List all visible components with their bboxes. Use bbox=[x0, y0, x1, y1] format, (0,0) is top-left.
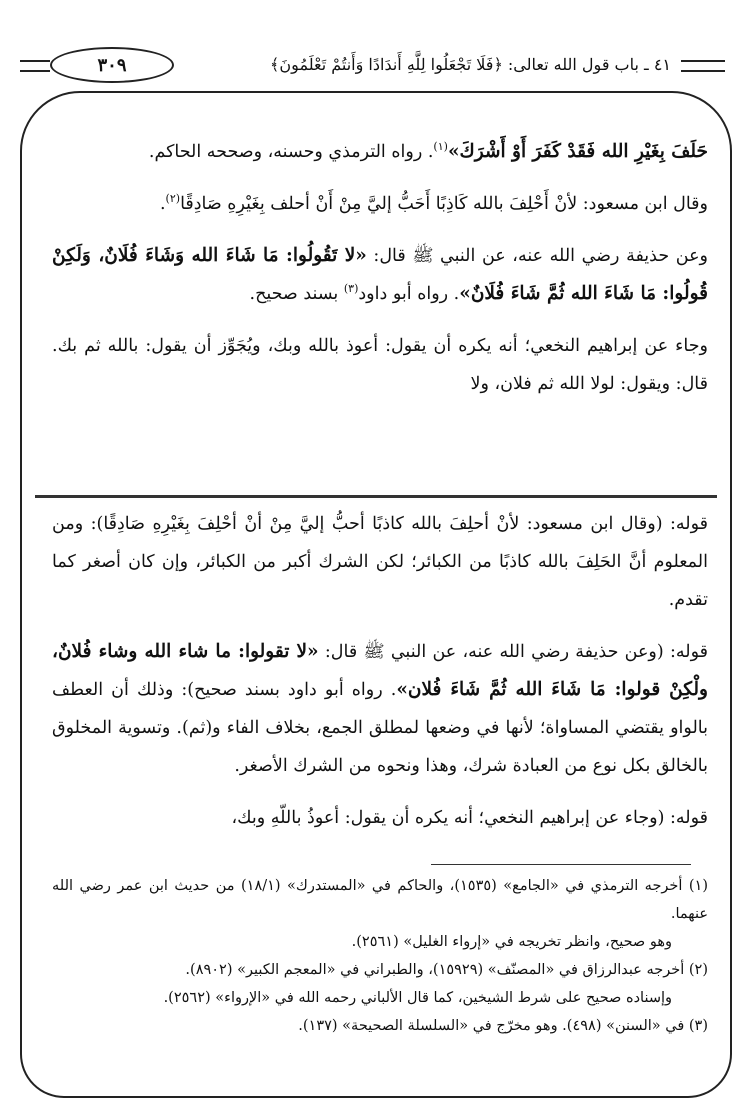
commentary-paragraph bbox=[52, 799, 708, 837]
header-rule bbox=[20, 60, 50, 62]
matn-text: وعن حذيفة رضي الله عنه، عن النبي ﷺ قال: bbox=[366, 246, 708, 266]
matn-paragraph bbox=[52, 185, 708, 223]
commentary-paragraph bbox=[52, 505, 708, 619]
matn-paragraph bbox=[52, 237, 708, 313]
chapter-title: ٤١ ـ باب قول الله تعالى: ﴿فَلَا تَجْعَلُوا لِلَّهِ أَندَادًا وَأَنتُمْ تَعْلَمُونَ﴾ bbox=[270, 55, 671, 74]
matn-paragraph bbox=[52, 133, 708, 171]
section-divider bbox=[35, 495, 717, 498]
footnote-3: (٣) في «السنن» (٤٩٨). وهو مخرّج في «السلسلة الصحيحة» (١٣٧). bbox=[298, 1018, 708, 1034]
matn-text: وقال ابن مسعود: لأنْ أَحْلِفَ بالله كَاذِبًا أَحَبُّ إليَّ مِنْ أَنْ أحلف بِغَيْرِهِ صَادِقًا bbox=[180, 194, 708, 214]
footnote-2: (٢) أخرجه عبدالرزاق في «المصنّف» (١٥٩٢٩)، والطبراني في «المعجم الكبير» (٨٩٠٢). bbox=[185, 962, 708, 978]
header-rule bbox=[681, 70, 725, 72]
footnotes bbox=[52, 872, 708, 1040]
commentary-text: . رواه أبو داود بسند صحيح): وذلك أن العطف بالواو يقتضي المساواة؛ لأنها في وضعها لمطلق الجمع، بخلاف الفاء و(ثم). وتسوية المخلوق بالخالق بكل نوع من العبادة شرك، وهذا ونحوه من الشرك الأصغر. bbox=[52, 680, 708, 776]
matn-text: وجاء عن إبراهيم النخعي؛ أنه يكره أن يقول: أعوذ بالله وبك، ويُجَوِّز أن يقول: بالله ثم بك. قال: ويقول: لولا الله ثم فلان، ولا bbox=[52, 336, 708, 394]
footnote-1: (١) أخرجه الترمذي في «الجامع» (١٥٣٥)، والحاكم في «المستدرك» (١٨/١) من حديث ابن عمر رضي الله عنهما. bbox=[52, 878, 708, 922]
footnote-ref: (٢) bbox=[165, 192, 181, 206]
footnote-ref: (٣) bbox=[343, 282, 359, 296]
page-number: ٣٠٩ bbox=[50, 47, 174, 83]
header-rule bbox=[681, 60, 725, 62]
commentary-text: قوله: (وعن حذيفة رضي الله عنه، عن النبي ﷺ قال: bbox=[318, 642, 708, 662]
commentary-text: قوله: (وقال ابن مسعود: لأنْ أحلِفَ بالله كاذبًا أحبُّ إليَّ مِنْ أنْ أحْلِفَ بِغَيْرِهِ صَادِقًا): ومن المعلوم أنَّ الحَلِفَ بالله كاذبًا من الكبائر؛ لكن الشرك أكبر من الكبائر، وإن كان أصغر كما تقدم. bbox=[52, 514, 708, 610]
footnote-ref: (١) bbox=[433, 140, 448, 154]
hadith-text: «لا تقولوا: ما شاء الله وشاء فُلانٌ، ولْكِنْ قولوا: مَا شَاءَ الله ثُمَّ شَاءَ فُلان» bbox=[52, 641, 708, 700]
header-rule bbox=[20, 70, 50, 72]
matn-paragraph bbox=[52, 327, 708, 403]
matn-text: . رواه الترمذي وحسنه، وصححه الحاكم. bbox=[148, 142, 434, 162]
main-text bbox=[52, 133, 708, 403]
commentary-text: قوله: (وجاء عن إبراهيم النخعي؛ أنه يكره أن يقول: أعوذُ باللّهِ وبك، bbox=[231, 808, 708, 828]
footnote-rule bbox=[431, 864, 691, 865]
matn-text: . bbox=[159, 194, 166, 214]
commentary-paragraph bbox=[52, 633, 708, 785]
hadith-text: «لا تَقُولُوا: مَا شَاءَ الله وَشَاءَ فُلَانٌ، وَلَكِنْ قُولُوا: مَا شَاءَ الله ثُمَّ شَاءَ فُلَانٌ» bbox=[52, 245, 708, 304]
hadith-text: حَلَفَ بِغَيْرِ الله فَقَدْ كَفَرَ أَوْ أَشْرَكَ» bbox=[447, 141, 708, 162]
footnote-2-cont: وإسناده صحيح على شرط الشيخين، كما قال الألباني رحمه الله في «الإرواء» (٢٥٦٢). bbox=[163, 990, 672, 1006]
matn-text: . رواه أبو داود bbox=[358, 284, 460, 304]
matn-text: بسند صحيح. bbox=[249, 284, 344, 304]
footnote-1-cont: وهو صحيح، وانظر تخريجه في «إرواء الغليل» (٢٥٦١). bbox=[351, 934, 672, 950]
commentary-text bbox=[52, 505, 708, 837]
